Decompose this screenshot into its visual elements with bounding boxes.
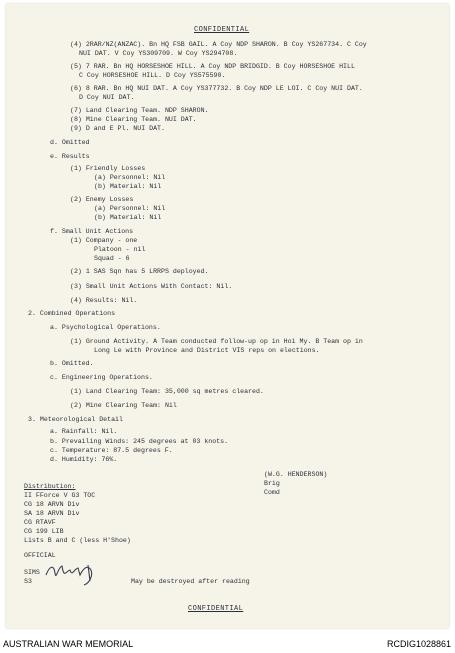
line-20: Platoon - nil xyxy=(94,246,146,253)
dist-5: CG 199 LIB xyxy=(24,528,64,535)
dist-6: Lists B and C (less H'Shoe) xyxy=(24,537,131,544)
line-32: (2) Mine Clearing Team: Nil xyxy=(70,402,177,409)
line-36: c. Temperature: 87.5 degrees F. xyxy=(50,447,173,454)
line-2: NUI DAT. V Coy YS309709. W Coy YS294708. xyxy=(79,50,238,57)
line-27: (1) Ground Activity. A Team conducted follow-up op in Hoi My. B Team op in xyxy=(70,338,363,345)
sims-label: SIMS xyxy=(24,569,40,576)
document-page xyxy=(6,4,449,628)
line-14: (b) Material: Nil xyxy=(94,183,162,190)
line-8: (8) Mine Clearing Team. NUI DAT. xyxy=(70,116,197,123)
line-19: (1) Company - one xyxy=(70,237,138,244)
line-11: e. Results xyxy=(50,153,90,160)
signatory-role: Comd xyxy=(264,489,280,496)
line-31: (1) Land Clearing Team: 35,000 sq metres cleared. xyxy=(70,388,264,395)
s3-label: S3 xyxy=(24,578,32,585)
handwritten-signature xyxy=(44,561,104,587)
line-10: d. Omitted xyxy=(50,139,90,146)
line-1: (4) 2RAR/NZ(ANZAC). Bn HQ FSB GAIL. A Coy NDP SHARON. B Coy YS267734. C Coy xyxy=(70,41,367,48)
line-16: (a) Personnel: Nil xyxy=(94,205,166,212)
line-15: (2) Enemy Losses xyxy=(70,196,134,203)
distribution-title: Distribution: xyxy=(24,483,76,490)
line-13: (a) Personnel: Nil xyxy=(94,174,166,181)
line-21: Squad - 6 xyxy=(94,255,130,262)
archive-id: RCDIG1028861 xyxy=(386,639,451,649)
line-28: Long Le with Province and District VIS reps on elections. xyxy=(94,347,320,354)
archive-source: AUSTRALIAN WAR MEMORIAL xyxy=(3,639,134,649)
line-30: c. Engineering Operations. xyxy=(50,374,153,381)
line-9: (9) D and E Pl. NUI DAT. xyxy=(70,125,165,132)
line-35: b. Prevailing Winds: 245 degrees at 03 knots. xyxy=(50,438,229,445)
dist-4: CG RTAVF xyxy=(24,519,56,526)
line-18: f. Small Unit Actions xyxy=(50,228,134,235)
line-34: a. Rainfall: Nil. xyxy=(50,428,118,435)
line-33: 3. Meteorological Detail xyxy=(28,416,123,423)
destroy-note: May be destroyed after reading xyxy=(131,578,250,585)
line-7: (7) Land Clearing Team. NDP SHARON. xyxy=(70,107,209,114)
line-6: D Coy NUI DAT. xyxy=(79,94,135,101)
line-12: (1) Friendly Losses xyxy=(70,165,146,172)
line-37: d. Humidity: 76%. xyxy=(50,456,118,463)
official-label: OFFICIAL xyxy=(24,552,56,559)
line-23: (3) Small Unit Actions With Contact: Nil. xyxy=(70,283,233,290)
dist-1: II FForce V G3 TOC xyxy=(24,492,96,499)
signatory-name: (W.G. HENDERSON) xyxy=(264,471,328,478)
signatory-rank: Brig xyxy=(264,480,280,487)
dist-3: SA 18 ARVN Div xyxy=(24,510,80,517)
line-26: a. Psychological Operations. xyxy=(50,324,161,331)
dist-2: CG 18 ARVN Div xyxy=(24,501,80,508)
confidential-header: CONFIDENTIAL xyxy=(194,26,250,34)
line-4: C Coy HORSESHOE HILL. D Coy YS575590. xyxy=(79,72,226,79)
line-5: (6) 8 RAR. Bn HQ NUI DAT. A Coy YS377732. B Coy NDP LE LOI. C Coy NUI DAT. xyxy=(70,85,363,92)
line-22: (2) 1 SAS Sqn has 5 LRRPS deployed. xyxy=(70,268,209,275)
line-17: (b) Material: Nil xyxy=(94,214,162,221)
archive-footer xyxy=(0,637,455,653)
line-29: b. Omitted. xyxy=(50,360,94,367)
line-3: (5) 7 RAR. Bn HQ HORSESHOE HILL. A Coy NDP BRIDGID. B Coy HORSESHOE HILL xyxy=(70,63,355,70)
line-24: (4) Results: Nil. xyxy=(70,297,138,304)
line-25: 2. Combined Operations xyxy=(28,310,116,317)
confidential-footer: CONFIDENTIAL xyxy=(188,605,244,613)
